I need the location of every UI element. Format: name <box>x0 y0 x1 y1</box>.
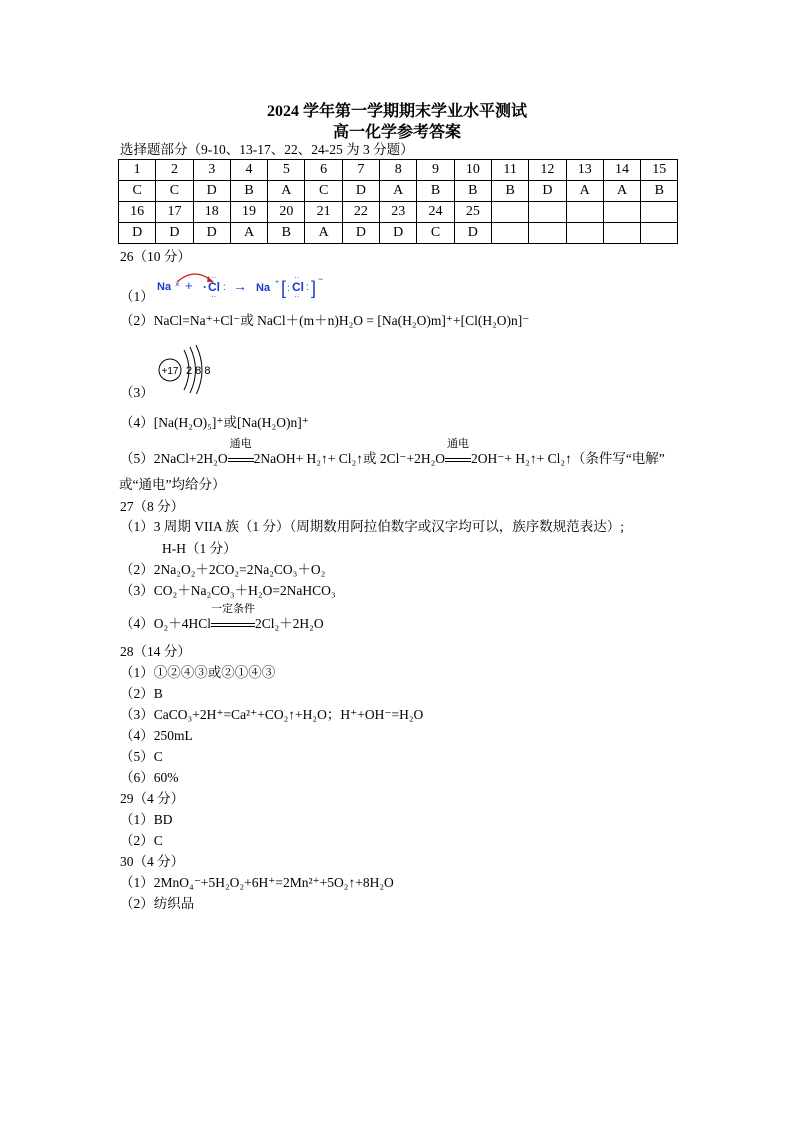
q28-part2: （2）B <box>120 686 163 701</box>
svg-text:+17: +17 <box>161 366 179 377</box>
answer-cell <box>641 223 678 244</box>
q27-part3: （3）CO₂＋Na₂CO₃＋H₂O=2NaHCO₃ <box>120 583 336 598</box>
question-number-cell: 24 <box>417 202 454 223</box>
question-number-cell: 20 <box>268 202 305 223</box>
question-number-cell: 25 <box>454 202 491 223</box>
answer-cell <box>603 223 640 244</box>
answer-cell: C <box>305 181 342 202</box>
svg-text::: : <box>306 282 309 293</box>
answer-cell: A <box>603 181 640 202</box>
answer-cell <box>529 223 566 244</box>
answer-cell: A <box>305 223 342 244</box>
question-number-cell: 10 <box>454 160 491 181</box>
q29-part1: （1）BD <box>120 812 173 827</box>
question-number-cell: 15 <box>641 160 678 181</box>
svg-text:··: ·· <box>294 273 300 282</box>
question-number-cell: 16 <box>119 202 156 223</box>
question-number-cell: 12 <box>529 160 566 181</box>
question-number-cell: 7 <box>342 160 379 181</box>
question-number-cell: 8 <box>380 160 417 181</box>
svg-text:−: − <box>318 274 324 284</box>
svg-text:[: [ <box>281 278 287 298</box>
document-subtitle: 高一化学参考答案 <box>332 124 461 141</box>
answer-cell: A <box>380 181 417 202</box>
q29-header: 29（4 分） <box>120 791 185 806</box>
question-number-row <box>119 202 678 223</box>
document-title: 2024 学年第一学期期末学业水平测试 <box>266 103 527 120</box>
q27-header: 27（8 分） <box>120 499 185 514</box>
condition-equals: 通电 <box>445 450 471 468</box>
question-number-cell <box>603 202 640 223</box>
answer-row <box>119 181 678 202</box>
q26-header: 26（10 分） <box>120 249 191 264</box>
question-number-cell: 11 <box>491 160 528 181</box>
answer-cell: B <box>491 181 528 202</box>
svg-text:··: ·· <box>211 273 217 282</box>
q26-part1-label: （1） <box>120 289 154 304</box>
answer-cell: D <box>342 181 379 202</box>
answer-cell: D <box>342 223 379 244</box>
question-number-cell: 21 <box>305 202 342 223</box>
answer-row <box>119 223 678 244</box>
answer-cell: B <box>417 181 454 202</box>
answer-cell: B <box>268 223 305 244</box>
svg-text::: : <box>287 283 290 294</box>
question-number-cell: 17 <box>156 202 193 223</box>
answer-cell: D <box>193 181 230 202</box>
q26-part3-label: （3） <box>120 385 154 400</box>
answer-cell <box>566 223 603 244</box>
q29-part2: （2）C <box>120 833 163 848</box>
q28-part4: （4）250mL <box>120 728 193 743</box>
question-number-cell <box>641 202 678 223</box>
answer-cell: D <box>193 223 230 244</box>
question-number-cell: 2 <box>156 160 193 181</box>
question-number-cell <box>491 202 528 223</box>
svg-text:]: ] <box>311 278 317 298</box>
cl-atom: Cl <box>208 280 220 294</box>
answer-cell: B <box>230 181 267 202</box>
svg-text:·: · <box>203 280 207 294</box>
q30-part2: （2）纺织品 <box>120 896 195 911</box>
question-number-cell: 5 <box>268 160 305 181</box>
question-number-cell: 13 <box>566 160 603 181</box>
question-number-cell: 3 <box>193 160 230 181</box>
q26-part2: （2）NaCl=Na⁺+Cl⁻或 NaCl＋(m＋n)H₂O = [Na(H₂O)m]⁺+[Cl(H₂O)n]⁻ <box>120 313 530 328</box>
answer-cell: D <box>529 181 566 202</box>
question-number-cell: 6 <box>305 160 342 181</box>
answer-cell: C <box>156 181 193 202</box>
answer-cell <box>491 223 528 244</box>
condition-equals: 通电 <box>228 450 254 468</box>
q28-header: 28（14 分） <box>120 644 191 659</box>
q30-part1: （1）2MnO₄⁻+5H₂O₂+6H⁺=2Mn²⁺+5O₂↑+8H₂O <box>120 875 394 890</box>
answer-cell: D <box>156 223 193 244</box>
question-number-cell: 22 <box>342 202 379 223</box>
q30-header: 30（4 分） <box>120 854 185 869</box>
question-number-cell: 9 <box>417 160 454 181</box>
chlorine-atomic-structure-diagram <box>150 344 230 394</box>
answer-cell: D <box>380 223 417 244</box>
q27-part1b: H-H（1 分） <box>162 541 237 556</box>
answer-cell: D <box>119 223 156 244</box>
answer-table <box>118 159 678 244</box>
q26-part4: （4）[Na(H₂O)₅]⁺或[Na(H₂O)n]⁺ <box>120 415 309 430</box>
question-number-cell <box>529 202 566 223</box>
svg-text:··: ·· <box>211 292 217 301</box>
reaction-arrow: → <box>233 278 247 294</box>
answer-cell: C <box>417 223 454 244</box>
q26-part5-continued: 或“通电”均给分） <box>119 477 226 492</box>
svg-text:2 8 8: 2 8 8 <box>186 365 211 377</box>
svg-text:×: × <box>175 280 180 289</box>
q28-part3: （3）CaCO₃+2H⁺=Ca²⁺+CO₂↑+H₂O；H⁺+OH⁻=H₂O <box>120 707 424 722</box>
na-ion: Na <box>256 282 271 294</box>
q28-part1: （1）①②④③或②①④③ <box>120 665 276 680</box>
svg-text:+: + <box>275 279 280 286</box>
question-number-row <box>119 160 678 181</box>
q26-lewis-diagram <box>155 268 325 304</box>
answer-cell: A <box>268 181 305 202</box>
q28-part5: （5）C <box>120 749 163 764</box>
answer-cell: B <box>641 181 678 202</box>
question-number-cell: 14 <box>603 160 640 181</box>
question-number-cell <box>566 202 603 223</box>
answer-cell: A <box>230 223 267 244</box>
na-atom: Na <box>157 281 172 293</box>
q27-part4: （4）O₂＋4HCl 一定条件 2Cl₂＋2H₂O <box>120 603 324 631</box>
cl-ion: Cl <box>292 280 304 294</box>
answer-cell: C <box>119 181 156 202</box>
plus-sign: + <box>185 278 193 293</box>
svg-text::: : <box>223 282 226 293</box>
q26-part5: （5）2NaCl+2H₂O 通电 2NaOH+ H₂↑+ Cl₂↑或 2Cl⁻+2H₂O 通电 2OH⁻+ H₂↑+ Cl₂↑（条件写“电解” <box>120 438 665 466</box>
q27-part1: （1）3 周期 VIIA 族（1 分）（周期数用阿拉伯数字或汉字均可以，族序数规范表达）; <box>120 519 624 534</box>
question-number-cell: 23 <box>380 202 417 223</box>
answer-cell: A <box>566 181 603 202</box>
q27-part2: （2）2Na₂O₂＋2CO₂=2Na₂CO₃＋O₂ <box>120 562 326 577</box>
q28-part6: （6）60% <box>120 770 179 785</box>
question-number-cell: 1 <box>119 160 156 181</box>
question-number-cell: 19 <box>230 202 267 223</box>
svg-text:··: ·· <box>294 292 300 301</box>
question-number-cell: 4 <box>230 160 267 181</box>
answer-cell: D <box>454 223 491 244</box>
question-number-cell: 18 <box>193 202 230 223</box>
choice-section-header: 选择题部分（9-10、13-17、22、24-25 为 3 分题） <box>120 142 414 157</box>
answer-cell: B <box>454 181 491 202</box>
condition-equals: 一定条件 <box>211 615 255 633</box>
